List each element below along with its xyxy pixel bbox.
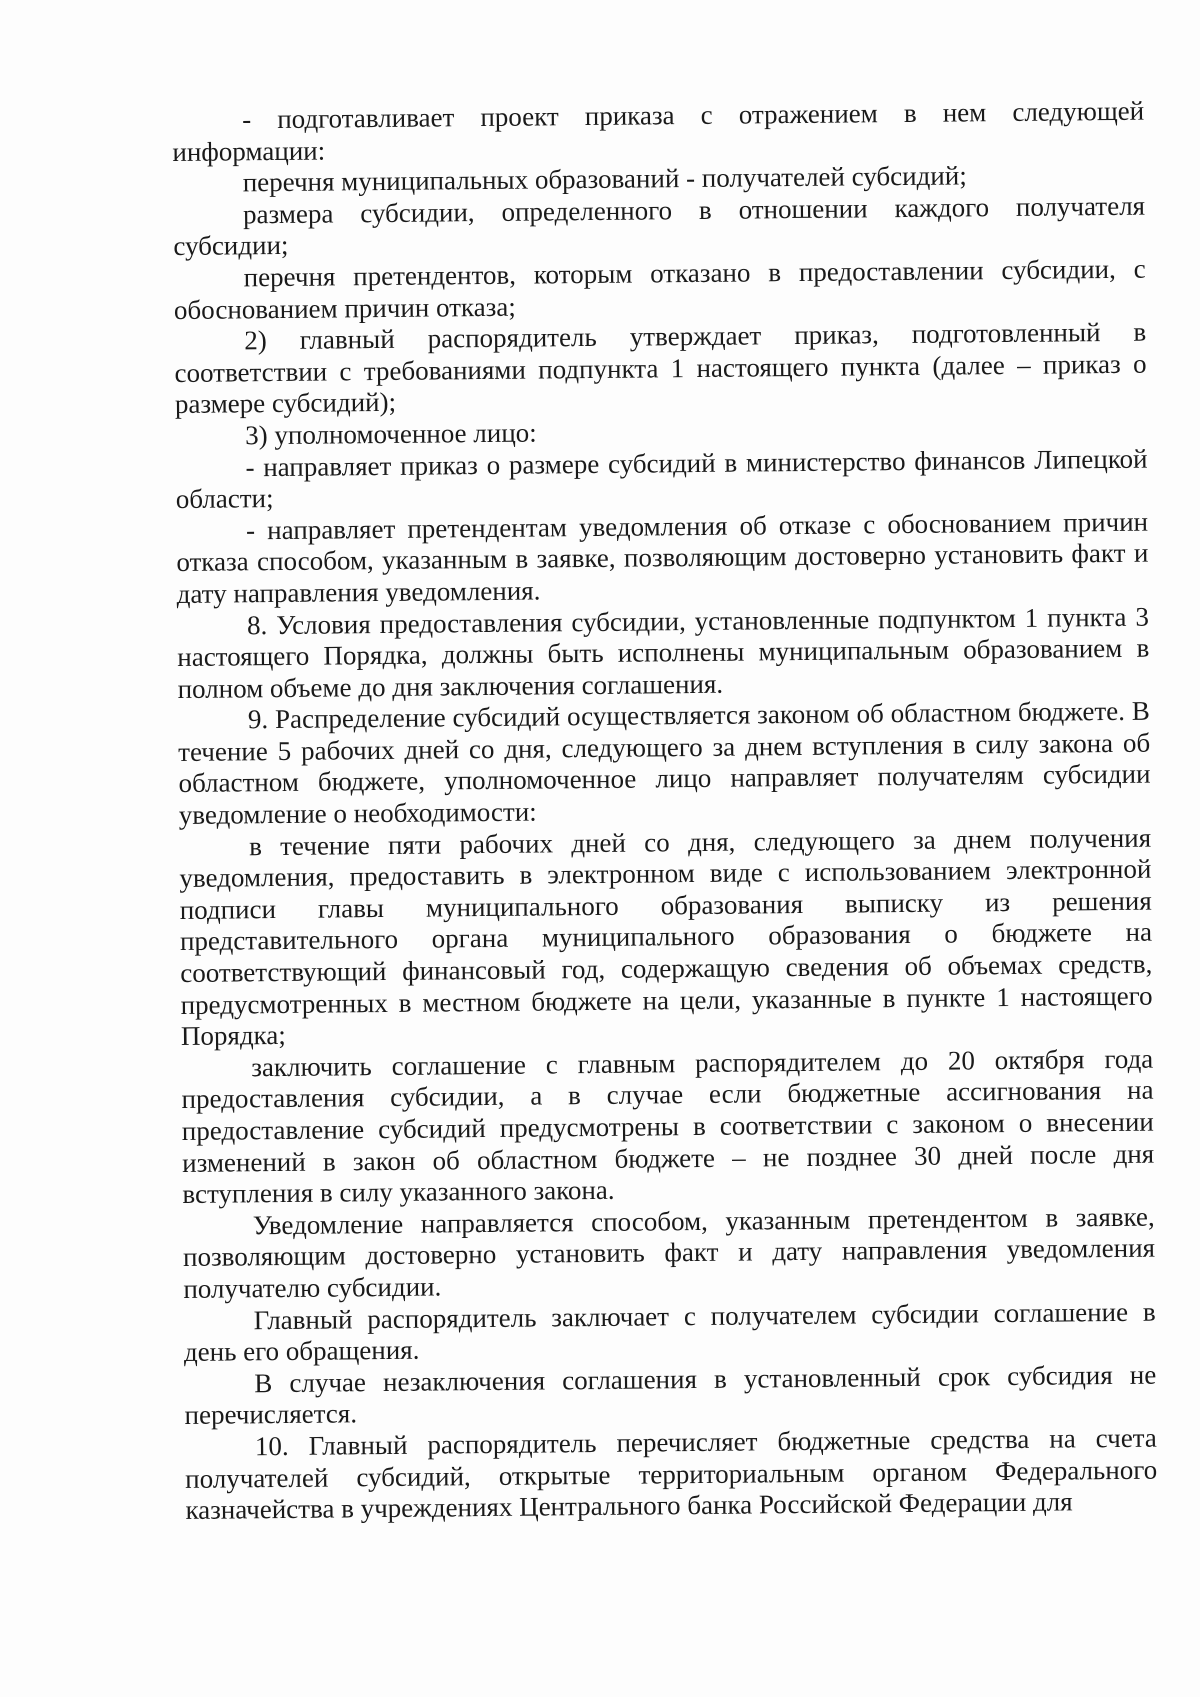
paragraph: перечня претендентов, которым отказано в предоставлении субсидии, с обоснованием причин отказа; <box>173 253 1146 325</box>
paragraph: в течение пяти рабочих дней со дня, следующего за днем получения уведомления, предоставить в электронном виде с использованием электронной подписи главы муниципального образования выписку из решения представительного органа муниципального образования о бюджете на соответствующий финансовый год, содержащую сведения об объемах средств, предусмотренных в местном бюджете на цели, указанные в пункте 1 настоящего Порядка; <box>179 822 1153 1052</box>
paragraph: 2) главный распорядитель утверждает приказ, подготовленный в соответствии с требованиями подпункта 1 настоящего пункта (далее – приказ о размере субсидий); <box>174 316 1147 420</box>
document-body <box>172 96 1158 1527</box>
paragraph: 9. Распределение субсидий осуществляется законом об областном бюджете. В течение 5 рабочих дней со дня, следующего за днем вступления в силу закона об областном бюджете, уполномоченное лицо направляет получателям субсидии уведомление о необходимости: <box>178 695 1151 831</box>
paragraph: В случае незаключения соглашения в установленный срок субсидия не перечисляется. <box>184 1359 1157 1431</box>
paragraph: размера субсидии, определенного в отношении каждого получателя субсидии; <box>173 190 1146 262</box>
paragraph: - направляет приказ о размере субсидий в министерство финансов Липецкой области; <box>175 443 1148 515</box>
paragraph: 10. Главный распорядитель перечисляет бюджетные средства на счета получателей субсидий, открытые территориальным органом Федерального казначейства в учреждениях Центрального банка Российской Федерации для <box>185 1422 1158 1526</box>
paragraph: 3) уполномоченное лицо: <box>245 417 537 451</box>
paragraph: заключить соглашение с главным распорядителем до 20 октября года предоставления субсидии, а в случае если бюджетные ассигнования на предоставление субсидий предусмотрены в соответствии с законом о внесении изменений в закон об областном бюджете – не позднее 30 дней после дня вступления в силу указанного закона. <box>181 1043 1155 1210</box>
paragraph: 8. Условия предоставления субсидии, установленные подпунктом 1 пункта 3 настоящего Порядка, должны быть исполнены муниципальным образованием в полном объеме до дня заключения соглашения. <box>177 601 1150 704</box>
paragraph: - подготавливает проект приказа с отражением в нем следующей информации: <box>172 95 1145 167</box>
paragraph: - направляет претендентам уведомления об отказе с обоснованием причин отказа способом, указанным в заявке, позволяющим достоверно установить факт и дату направления уведомления. <box>176 506 1149 609</box>
paragraph: Главный распорядитель заключает с получателем субсидии соглашение в день его обращения. <box>183 1296 1156 1368</box>
paragraph: Уведомление направляется способом, указанным претендентом в заявке, позволяющим достоверно установить факт и дату направления уведомления получателю субсидии. <box>182 1201 1156 1304</box>
paragraph: перечня муниципальных образований - получателей субсидий; <box>242 160 967 198</box>
